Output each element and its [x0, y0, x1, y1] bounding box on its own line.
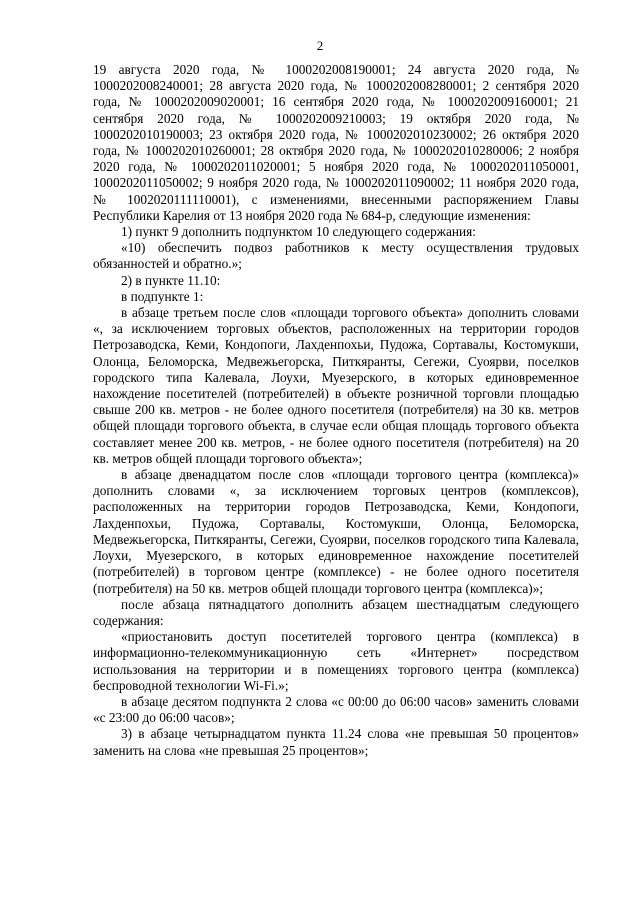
paragraph-10: в абзаце десятом подпункта 2 слова «с 00:00 до 06:00 часов» заменить словами «с 23:00 до 06:00 часов»; [93, 693, 579, 726]
page-number: 2 [316, 38, 324, 53]
paragraph-8: после абзаца пятнадцатого дополнить абзацем шестнадцатым следующего содержания: [93, 596, 579, 628]
paragraph-3: «10) обеспечить подвоз работников к месту осуществления трудовых обязанностей и обратно.»; [93, 240, 579, 272]
paragraph-7: в абзаце двенадцатом после слов «площади торгового центра (комплекса)» дополнить словами «, за исключением торговых центров (комплексов), расположенных на территории городов Петрозаводска, Кеми, Кондопоги, Лахденпохьи, Пудожа, Сортавалы, Костомукши, Олонца, Беломорска, Медвежьегорска, Питкяранты, Сегежи, Суоярви, поселков городского типа Калевала, Лоухи, Муезерского, в которых единовременное нахождение посетителей (потребителей) в торговом центре (комплексе) - не более одного посетителя (потребителя) на 50 кв. метров общей площади торгового центра (комплекса)»; [93, 467, 579, 596]
paragraph-1: 19 августа 2020 года, № 1000202008190001; 24 августа 2020 года, № 1000202008240001; 28 августа 2020 года, № 1000202008280001; 2 сентября 2020 года, № 1000202009020001; 16 сентября 2020 года, № 1000202009160001; 21 сентября 2020 года, № 1000202009210003; 19 октября 2020 года, № 1000202010190003; 23 октября 2020 года, № 1000202010230002; 26 октября 2020 года, № 1000202010260001; 28 октября 2020 года, № 1000202010280006; 2 ноября 2020 года, № 1000202011020001; 5 ноября 2020 года, № 1000202011050001, 1000202011050002; 9 ноября 2020 года, № 1000202011090002; 11 ноября 2020 года, № 1002020111110001), с изменениями, внесенными распоряжением Главы Республики Карелия от 13 ноября 2020 года № 684-р, следующие изменения: [93, 62, 579, 223]
paragraph-6: в абзаце третьем после слов «площади торгового объекта» дополнить словами «, за исключением торговых объектов, расположенных на территории городов Петрозаводска, Кеми, Кондопоги, Лахденпохьи, Пудожа, Сортавалы, Костомукши, Олонца, Беломорска, Медвежьегорска, Питкяранты, Сегежи, Суоярви, поселков городского типа Калевала, Лоухи, Муезерского, в которых единовременное нахождение посетителей (потребителей) в объекте розничной торговли площадью свыше 200 кв. метров - не более одного посетителя (потребителя) на 30 кв. метров общей площади торгового объекта, в случае если общая площадь торгового объекта составляет менее 200 кв. метров, - не более одного посетителя (потребителя) на 20 кв. метров общей площади торгового объекта»; [93, 305, 579, 466]
paragraph-5: в подпункте 1: [121, 288, 204, 304]
paragraph-4: 2) в пункте 11.10: [121, 272, 221, 288]
document-body [93, 62, 579, 759]
paragraph-11: 3) в абзаце четырнадцатом пункта 11.24 слова «не превышая 50 процентов» заменить на слова «не превышая 25 процентов»; [93, 726, 579, 758]
paragraph-2: 1) пункт 9 дополнить подпунктом 10 следующего содержания: [121, 224, 476, 240]
paragraph-9: «приостановить доступ посетителей торгового центра (комплекса) в информационно-телекоммуникационную сеть «Интернет» посредством использования на территории и в помещениях торгового центра (комплекса) беспроводной технологии Wi-Fi.»; [93, 629, 579, 693]
